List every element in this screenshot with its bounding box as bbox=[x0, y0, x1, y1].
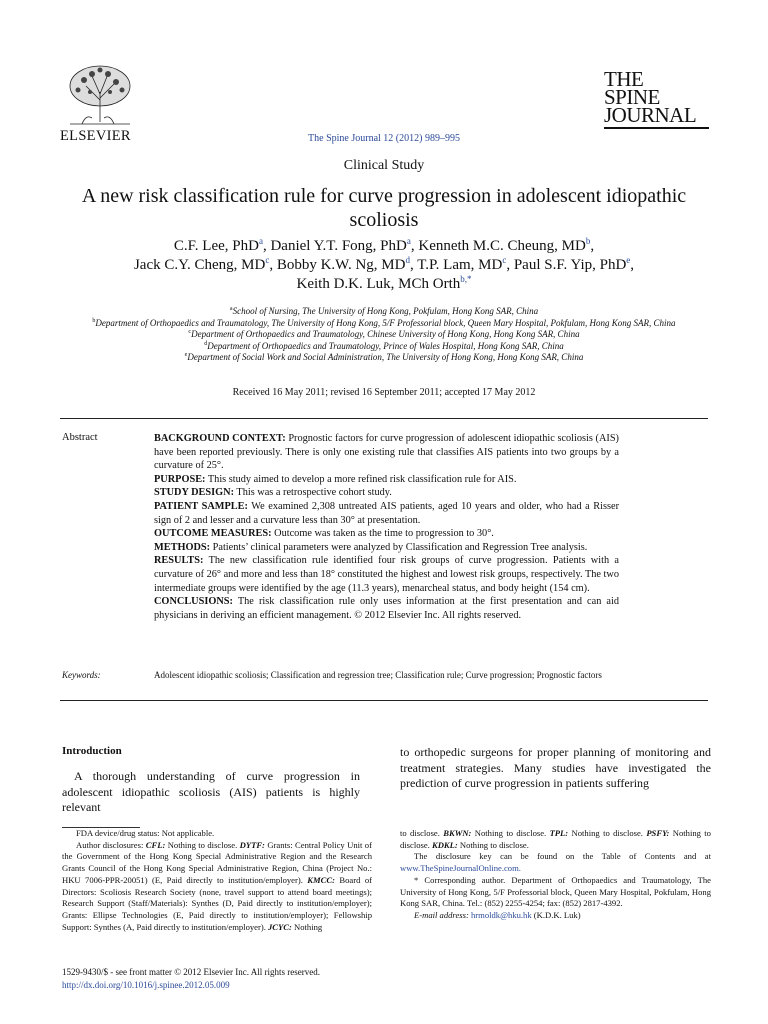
masthead-line: THE bbox=[604, 67, 644, 91]
author-name: Daniel Y.T. Fong, PhD bbox=[270, 238, 407, 254]
author-affiliation-mark: c bbox=[265, 255, 270, 265]
affiliation-mark: d bbox=[204, 340, 208, 347]
author-separator: , bbox=[269, 257, 277, 273]
abstract-section bbox=[154, 473, 619, 487]
disclosure-text: to disclose. bbox=[400, 828, 444, 838]
author-name: Kenneth M.C. Cheung, MD bbox=[418, 238, 586, 254]
doi-link[interactable]: http://dx.doi.org/10.1016/j.spinee.2012.05.009 bbox=[62, 980, 230, 990]
disclosure-key-text: The disclosure key can be found on the Table of Contents and at bbox=[414, 851, 711, 862]
email-footnote bbox=[400, 910, 711, 922]
disclosure-text: Nothing to disclose. bbox=[568, 828, 647, 838]
introduction-paragraph: A thorough understanding of curve progression in adolescent idiopathic scoliosis (AIS) patients is highly relevant bbox=[62, 769, 360, 815]
author-initials: CFL: bbox=[145, 839, 166, 850]
author-initials: BKWN: bbox=[443, 828, 472, 838]
introduction-heading: Introduction bbox=[62, 745, 122, 757]
disclosure-text: Author disclosures: bbox=[76, 839, 146, 850]
journal-website-link[interactable]: www.TheSpineJournalOnline.com. bbox=[400, 863, 521, 874]
abstract-section-heading: OUTCOME MEASURES: bbox=[154, 528, 272, 540]
masthead-divider bbox=[604, 127, 709, 129]
affiliation-item bbox=[60, 318, 708, 330]
footnotes-left bbox=[62, 828, 372, 933]
disclosure-text: Nothing to disclose. bbox=[400, 828, 711, 850]
elsevier-tree-logo-icon bbox=[62, 62, 137, 130]
abstract-section-text: This study aimed to develop a more refined risk classification rule for AIS. bbox=[205, 473, 517, 485]
abstract-section-text: The risk classification rule only uses information at the first presentation and can aid physicians in deriving an efficient management. © 2012 Elsevier Inc. All rights reserved. bbox=[154, 596, 619, 621]
author-initials: DYTF: bbox=[239, 839, 265, 850]
journal-reference-link[interactable]: The Spine Journal 12 (2012) 989–995 bbox=[308, 133, 460, 144]
author-name: T.P. Lam, MD bbox=[417, 257, 503, 273]
email-label: E-mail address: bbox=[414, 909, 469, 920]
affiliation-item bbox=[60, 329, 708, 341]
received-dates: Received 16 May 2011; revised 16 September 2011; accepted 17 May 2012 bbox=[232, 387, 536, 398]
affiliation-text: Department of Orthopaedics and Traumatology, Prince of Wales Hospital, Hong Kong SAR, China bbox=[207, 340, 564, 351]
author-affiliation-mark: b,* bbox=[460, 274, 472, 284]
disclosure-text: Board of Directors: Scoliosis Research Society (none, travel support to attend board meetings); Research Support (Staff/Materials): Synthes (D, Paid directly to institution/employer); Grants: Ellipse Technologies (E, Paid directly to institution/employer); Fellowship Support: Synthes (A, Paid directly to institution/employer). bbox=[62, 874, 372, 932]
affiliation-item bbox=[60, 352, 708, 364]
author-disclosures-continued bbox=[400, 828, 711, 851]
author-name: Keith D.K. Luk, MCh Orth bbox=[296, 276, 461, 292]
affiliation-mark: e bbox=[184, 352, 188, 359]
author-initials: JCYC: bbox=[268, 921, 292, 932]
journal-masthead bbox=[604, 67, 714, 127]
abstract-section-heading: METHODS: bbox=[154, 541, 211, 553]
author-list bbox=[40, 237, 728, 294]
abstract-section-text: Patients’ clinical parameters were analyzed by Classification and Regression Tree analysis. bbox=[210, 541, 588, 553]
author-separator: , bbox=[410, 238, 419, 254]
disclosure-text: Grants: Central Policy Unit of the Government of the Hong Kong Special Administrative Region and the Research Grants Council of the Hong Kong Special Administrative Region, China (Project No.: HKU 7006-PPR-20051) (E, Paid directly to institution/employer). bbox=[62, 839, 372, 885]
disclosure-text: Nothing to disclose. bbox=[457, 839, 529, 850]
disclosure-text: Nothing bbox=[291, 921, 323, 932]
affiliation-mark: a bbox=[229, 306, 233, 312]
author-affiliation-mark: a bbox=[406, 236, 411, 246]
abstract-section bbox=[154, 527, 619, 541]
abstract-section-heading: PATIENT SAMPLE: bbox=[154, 500, 248, 512]
section-label: Clinical Study bbox=[343, 158, 425, 173]
author-initials: KDKL: bbox=[431, 839, 458, 850]
author-initials: TPL: bbox=[549, 828, 569, 838]
abstract-body bbox=[154, 432, 619, 622]
author-name: C.F. Lee, PhD bbox=[173, 238, 259, 254]
abstract-section-text: We examined 2,308 untreated AIS patients, aged 10 years and older, who had a Risser sign of 2 and lesser and a curvature less than 30° at presentation. bbox=[154, 500, 619, 526]
abstract-section bbox=[154, 486, 619, 500]
affiliation-list bbox=[60, 306, 708, 364]
abstract-label: Abstract bbox=[62, 432, 98, 443]
disclosure-text: Nothing to disclose. bbox=[471, 828, 550, 838]
abstract-section bbox=[154, 500, 619, 527]
email-link[interactable]: hrmoldk@hku.hk bbox=[470, 909, 532, 920]
author-name: Jack C.Y. Cheng, MD bbox=[133, 257, 266, 273]
abstract-section-heading: PURPOSE: bbox=[154, 473, 206, 485]
author-separator: , bbox=[506, 257, 514, 273]
masthead-line: JOURNAL bbox=[604, 103, 697, 127]
abstract-section-text: Outcome was taken as the time to progression to 30°. bbox=[271, 528, 494, 540]
author-initials: PSFY: bbox=[646, 828, 670, 838]
affiliation-item bbox=[60, 306, 708, 318]
affiliation-item bbox=[60, 341, 708, 353]
affiliation-text: Department of Orthopaedics and Traumatology, The University of Hong Kong, 5/F Professorial block, Queen Mary Hospital, Pokfulam, Hong Kong SAR, China bbox=[95, 317, 676, 328]
author-affiliation-mark: e bbox=[626, 255, 631, 265]
abstract-section-text: Prognostic factors for curve progression of adolescent idiopathic scoliosis (AIS) have been reported previously. There is only one existing rule that classifies AIS patients into two groups by a curvature of 25°. bbox=[154, 433, 619, 472]
keywords-label: Keywords: bbox=[62, 670, 101, 680]
author-affiliation-mark: a bbox=[258, 236, 263, 246]
abstract-section-heading: CONCLUSIONS: bbox=[154, 596, 233, 608]
author-affiliation-mark: b bbox=[585, 236, 591, 246]
affiliation-mark: c bbox=[188, 329, 192, 336]
keywords-text: Adolescent idiopathic scoliosis; Classification and regression tree; Classification rule; Curve progression; Prognostic factors bbox=[154, 670, 602, 680]
abstract-section bbox=[154, 595, 619, 622]
author-name: Bobby K.W. Ng, MD bbox=[276, 257, 406, 273]
introduction-paragraph-continued: to orthopedic surgeons for proper planning of monitoring and treatment strategies. Many studies have investigated the prediction of curve progression in patients suffering bbox=[400, 745, 711, 791]
author-separator: , bbox=[409, 257, 418, 273]
masthead-line: SPINE bbox=[604, 85, 660, 109]
author-separator: , bbox=[590, 238, 595, 254]
issn-line: 1529-9430/$ - see front matter © 2012 Elsevier Inc. All rights reserved. bbox=[62, 967, 321, 977]
corresponding-author-footnote: * Corresponding author. Department of Orthopaedics and Traumatology, The University of Hong Kong, 5/F Professorial block, Queen Mary Hospital, Pokfulam, Hong Kong SAR, China. Tel.: (852) 2255-4254; fax: (852) 2817-4392. bbox=[400, 874, 711, 909]
abstract-section-heading: BACKGROUND CONTEXT: bbox=[154, 433, 286, 444]
email-owner: (K.D.K. Luk) bbox=[531, 909, 581, 920]
disclosure-key-footnote bbox=[400, 851, 711, 874]
affiliation-text: Department of Orthopaedics and Traumatology, Chinese University of Hong Kong, Hong Kong SAR, China bbox=[191, 329, 580, 340]
author-affiliation-mark: d bbox=[405, 255, 410, 265]
fda-status-footnote: FDA device/drug status: Not applicable. bbox=[76, 828, 215, 838]
abstract-top-divider bbox=[60, 418, 708, 419]
abstract-section bbox=[154, 541, 619, 555]
affiliation-mark: b bbox=[92, 317, 96, 324]
author-affiliation-mark: c bbox=[502, 255, 507, 265]
abstract-bottom-divider bbox=[60, 700, 708, 701]
affiliation-text: School of Nursing, The University of Hong Kong, Pokfulam, Hong Kong SAR, China bbox=[232, 306, 539, 316]
author-separator: , bbox=[630, 257, 635, 273]
affiliation-text: Department of Social Work and Social Administration, The University of Hong Kong, Hong Kong SAR, China bbox=[187, 352, 584, 363]
abstract-section-text: This was a retrospective cohort study. bbox=[234, 487, 392, 499]
abstract-section-text: The new classification rule identified four risk groups of curve progression. Patients with a curvature of 26° and more and less than 18° constituted the highest and lowest risk groups, respectively. The two intermediate groups were identified by the age (11.3 years), menarcheal status, and body height (154 cm). bbox=[154, 555, 619, 594]
abstract-section-heading: STUDY DESIGN: bbox=[154, 487, 235, 499]
author-separator: , bbox=[262, 238, 271, 254]
article-title: A new risk classification rule for curve progression in adolescent idiopathic scoliosis bbox=[81, 185, 687, 231]
footnotes-right bbox=[400, 828, 711, 922]
author-disclosures-footnote bbox=[62, 840, 372, 934]
author-name: Paul S.F. Yip, PhD bbox=[513, 257, 627, 273]
abstract-section bbox=[154, 432, 619, 473]
abstract-section bbox=[154, 554, 619, 595]
abstract-section-heading: RESULTS: bbox=[154, 555, 204, 567]
publisher-name: ELSEVIER bbox=[60, 128, 131, 144]
author-initials: KMCC: bbox=[307, 874, 335, 885]
disclosure-text: Nothing to disclose. bbox=[165, 839, 240, 850]
